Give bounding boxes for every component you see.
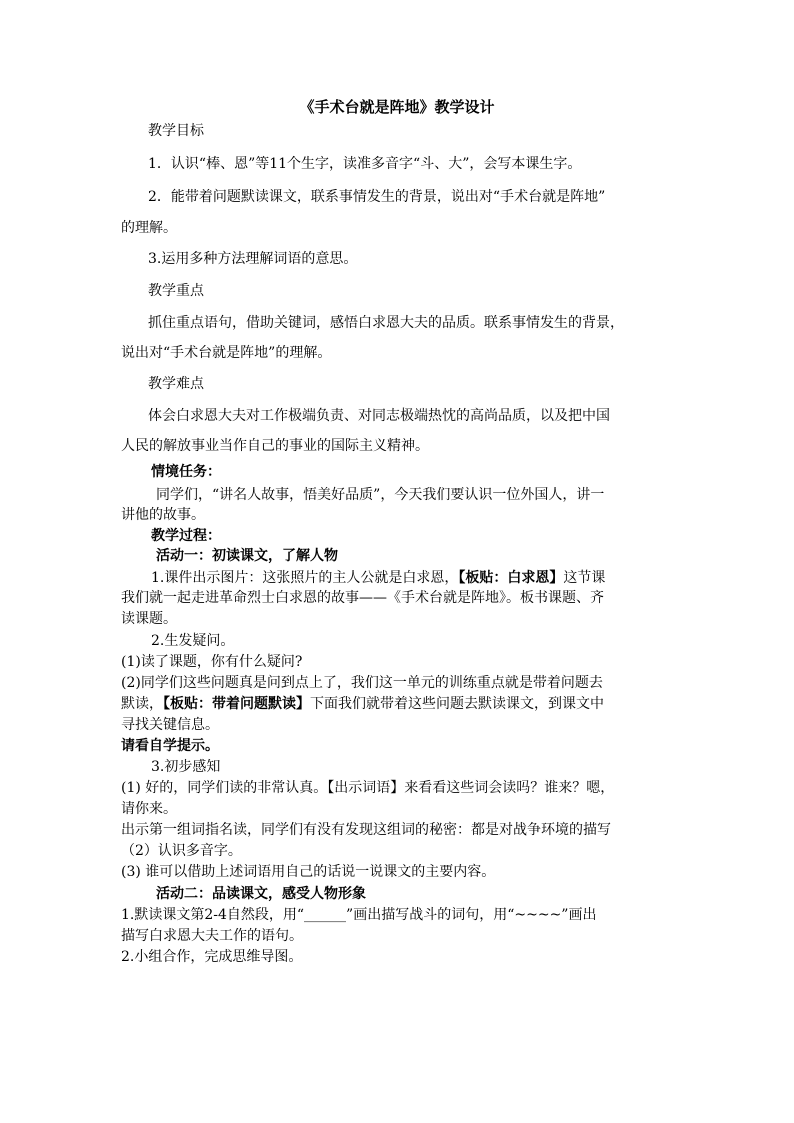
silent-read-line — [121, 694, 604, 714]
polyphone-item: （2）认识多音字。 — [121, 843, 242, 859]
key-point-text: 抓住重点语句，借助关键词，感悟白求恩大夫的品质。联系事情发生的背景， — [148, 315, 624, 331]
courseware-line — [151, 568, 605, 588]
self-study-prompt: 请看自学提示。 — [121, 738, 219, 754]
section-heading-key-points: 教学重点 — [148, 283, 204, 299]
objective-2-cont: 的理解。 — [121, 220, 177, 236]
situation-task-heading: 情境任务： — [151, 464, 221, 480]
teaching-process-heading: 教学过程： — [151, 528, 221, 544]
document-title: 《手术台就是阵地》教学设计 — [299, 98, 495, 116]
board-note-silent-read: 【板贴：带着问题默读】 — [163, 696, 310, 712]
step-2-question: 2.生发疑问。 — [151, 633, 235, 649]
silent-read-pre: 默读， — [121, 696, 163, 712]
difficulty-text-cont: 人民的解放事业当作自己的事业的国际主义精神。 — [121, 438, 429, 454]
silent-read-post: 下面我们就带着这些问题去默读课文，到课文中 — [310, 696, 604, 712]
activity-1-heading: 活动一：初读课文，了解人物 — [156, 548, 338, 564]
activity-2-heading: 活动二：品读课文，感受人物形象 — [156, 886, 366, 902]
key-point-text-cont: 说出对“手术台就是阵地”的理解。 — [121, 345, 332, 361]
summary-item: (3) 谁可以借助上述词语用自己的话说一说课文的主要内容。 — [121, 864, 496, 880]
perceive-line-cont: 请你来。 — [121, 801, 177, 817]
courseware-line-cont-2: 读课题。 — [121, 611, 177, 627]
situation-task-text: 同学们，“讲名人故事，悟美好品质”，今天我们要认识一位外国人，讲一 — [156, 487, 605, 503]
difficulty-text: 体会白求恩大夫对工作极端负责、对同志极端热忱的高尚品质，以及把中国 — [148, 408, 610, 424]
objective-3: 3.运用多种方法理解词语的意思。 — [148, 251, 358, 267]
objective-2: 2．能带着问题默读课文，联系事情发生的背景，说出对“手术台就是阵地” — [148, 189, 606, 205]
perceive-line: (1) 好的，同学们读的非常认真。【出示词语】来看看这些词会读吗？谁来？嗯， — [121, 780, 615, 796]
question-1: (1)读了课题，你有什么疑问? — [121, 654, 303, 670]
board-note-bethune: 【板贴：白求恩】 — [458, 570, 564, 586]
activity-2-step-1-cont: 描写白求恩大夫工作的语句。 — [121, 928, 303, 944]
question-2: (2)同学们这些问题真是问到点上了，我们这一单元的训练重点就是带着问题去 — [121, 675, 603, 691]
courseware-line-pre: 1.课件出示图片：这张照片的主人公就是白求恩， — [151, 570, 459, 586]
courseware-line-post: 这节课 — [563, 570, 606, 586]
activity-2-step-2: 2.小组合作，完成思维导图。 — [121, 949, 303, 965]
silent-read-cont: 寻找关键信息。 — [121, 717, 219, 733]
activity-2-step-1: 1.默读课文第2-4自然段，用“______”画出描写战斗的词句，用“~~~~”画出 — [121, 907, 597, 923]
section-heading-objectives: 教学目标 — [148, 123, 204, 139]
step-3-perceive: 3.初步感知 — [151, 759, 221, 775]
situation-task-text-cont: 讲他的故事。 — [121, 507, 205, 523]
word-group-1: 出示第一组词指名读，同学们有没有发现这组词的秘密：都是对战争环境的描写 — [121, 822, 611, 838]
courseware-line-cont: 我们就一起走进革命烈士白求恩的故事——《手术台就是阵地》。板书课题、齐 — [121, 590, 604, 606]
section-heading-difficulties: 教学难点 — [148, 376, 204, 392]
objective-1: 1．认识“棒、恩”等11个生字，读准多音字“斗、大”，会写本课生字。 — [148, 156, 582, 172]
